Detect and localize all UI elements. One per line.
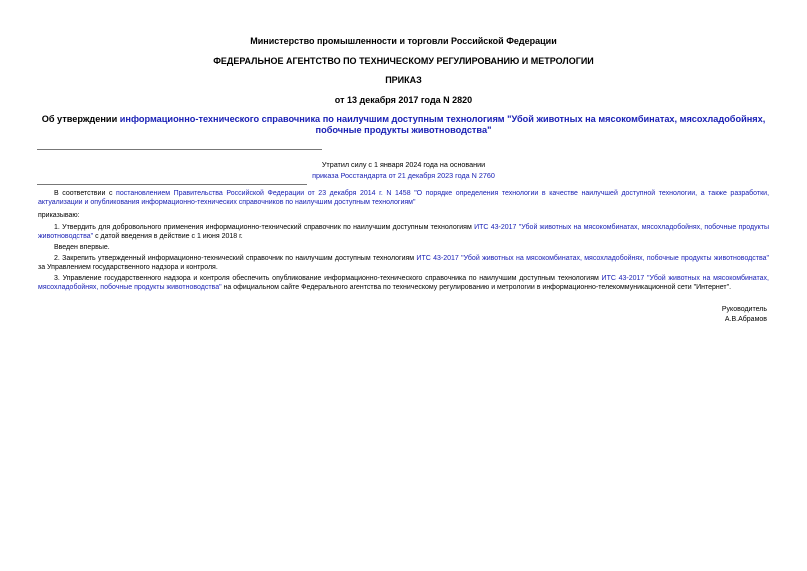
signature-name: А.В.Абрамов — [724, 316, 767, 323]
title-prefix: Об утверждении — [41, 114, 120, 124]
paragraph-item-3 — [38, 274, 769, 293]
paragraph-basis — [38, 189, 769, 208]
divider-top — [37, 149, 322, 150]
paragraph-introduced: Введен впервые. — [54, 244, 110, 251]
paragraph-basis-prefix: В соответствии с — [54, 190, 117, 197]
item-3-suffix: на официальном сайте Федерального агентства по техническому регулированию и метрологии в информационно-телекоммуникационной сети "Интернет". — [221, 284, 732, 292]
agency-heading: ФЕДЕРАЛЬНОЕ АГЕНТСТВО ПО ТЕХНИЧЕСКОМУ РЕГУЛИРОВАНИЮ И МЕТРОЛОГИИ — [213, 56, 594, 66]
item-1-suffix: с датой введения в действие с 1 июня 2018 г. — [93, 233, 243, 241]
item-2-prefix: 2. Закрепить утвержденный информационно-технический справочник по наилучшим доступным технологиям — [54, 255, 417, 262]
item-2-suffix: за Управлением государственного надзора и контроля. — [38, 264, 218, 272]
paragraph-item-2 — [38, 254, 769, 273]
divider-bottom — [37, 184, 307, 185]
status-note — [200, 160, 607, 181]
signature-position: Руководитель — [721, 306, 767, 313]
paragraph-order: приказываю: — [38, 212, 80, 219]
status-note-text: Утратил силу с 1 января 2024 года на основании — [321, 160, 486, 169]
its-link-2[interactable]: ИТС 43-2017 "Убой животных на мясокомбинатах, мясохладобойнях, побочные продукты животноводства" — [416, 255, 769, 262]
ministry-heading: Министерство промышленности и торговли Российской Федерации — [250, 36, 557, 46]
status-note-link[interactable]: приказа Росстандарта от 21 декабря 2023 года N 2760 — [312, 170, 495, 180]
decree-link[interactable]: постановлением Правительства Российской Федерации от 23 декабря 2014 г. N 1458 "О порядке определения технологии в качестве наилучшей доступной технологии, а также разработки, актуализации и опубликования информационно-технических справочников по наилучшим доступным технологиям" — [38, 190, 770, 207]
document-date-number: от 13 декабря 2017 года N 2820 — [334, 95, 473, 105]
its-link-3[interactable]: ИТС 43-2017 "Убой животных на мясокомбинатах, мясохладобойнях, побочные продукты животноводства" — [38, 275, 769, 292]
document-type: ПРИКАЗ — [385, 75, 422, 85]
document-title — [40, 114, 767, 136]
item-1-prefix: 1. Утвердить для добровольного применения информационно-технический справочник по наилучшим доступным технологиям — [54, 224, 475, 231]
its-link-1[interactable]: ИТС 43-2017 "Убой животных на мясокомбинатах, мясохладобойнях, побочные продукты животноводства" — [38, 224, 769, 241]
title-reference-link[interactable]: информационно-технического справочника по наилучшим доступным технологиям "Убой животных на мясокомбинатах, мясохладобойнях, побочные продукты животноводства" — [119, 114, 766, 135]
item-3-prefix: 3. Управление государственного надзора и контроля обеспечить опубликование информационно-технического справочника по наилучшим доступным технологиям — [54, 275, 602, 282]
signature-block — [722, 305, 767, 325]
paragraph-item-1 — [38, 223, 769, 242]
